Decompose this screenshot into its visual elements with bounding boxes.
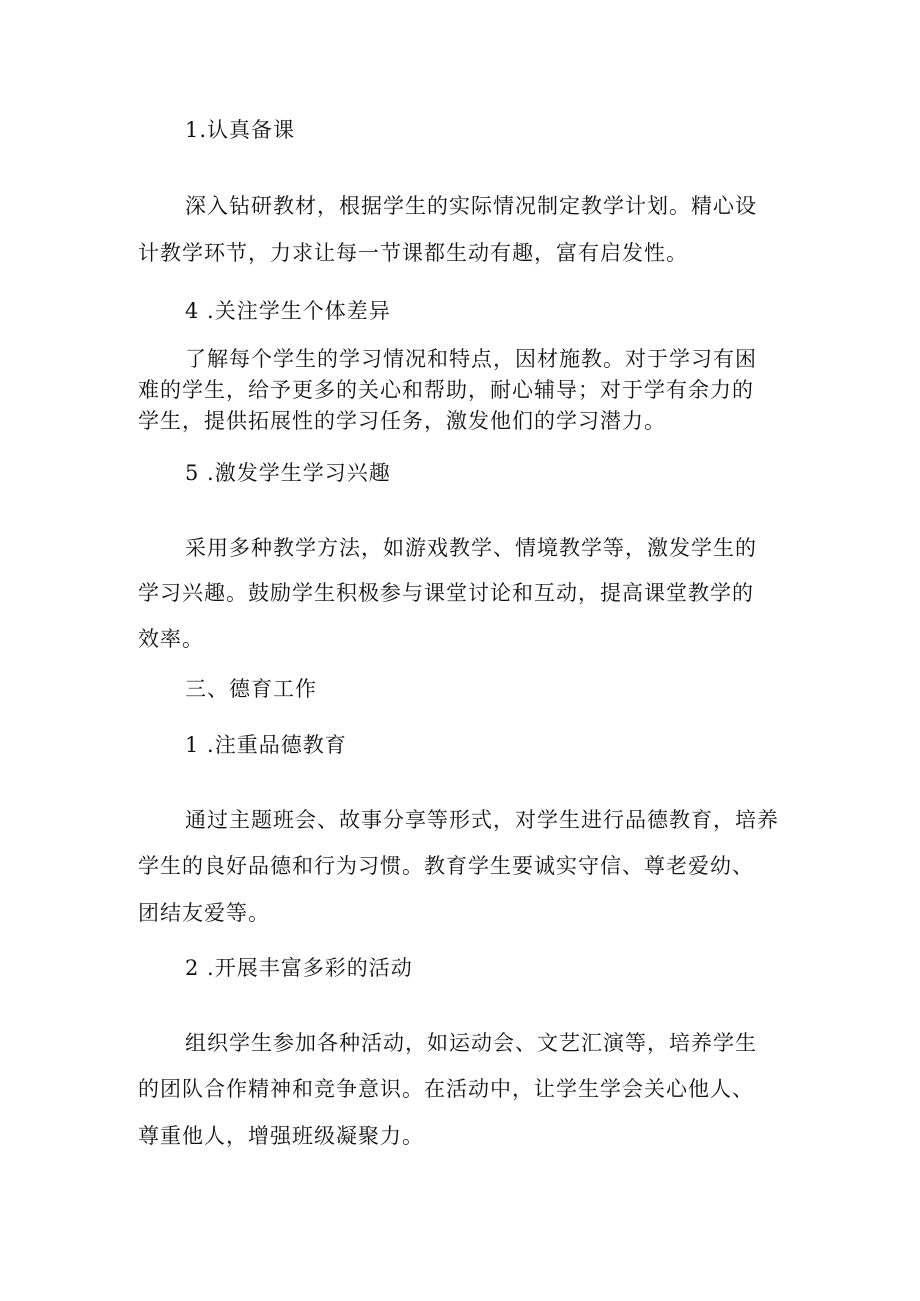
paragraph-line: 团结友爱等。	[138, 901, 270, 925]
paragraph-line: 采用多种教学方法，如游戏教学、情境教学等，激发学生的	[185, 536, 757, 560]
paragraph-line: 学生，提供拓展性的学习任务，激发他们的学习潜力。	[138, 409, 666, 433]
section-heading-1: 1.认真备课	[185, 118, 296, 142]
paragraph-line: 计教学环节，力求让每一节课都生动有趣，富有启发性。	[138, 241, 688, 265]
subsection-heading-1: 1 .注重品德教育	[185, 733, 347, 757]
paragraph-line: 效率。	[138, 627, 204, 651]
paragraph-line: 的团队合作精神和竞争意识。在活动中，让学生学会关心他人、	[138, 1077, 754, 1101]
paragraph-line: 通过主题班会、故事分享等形式，对学生进行品德教育，培养	[185, 808, 779, 832]
subsection-heading-2: 2 .开展丰富多彩的活动	[185, 956, 413, 980]
paragraph-line: 学习兴趣。鼓励学生积极参与课堂讨论和互动，提高课堂教学的	[138, 581, 754, 605]
paragraph-line: 尊重他人，增强班级凝聚力。	[138, 1124, 424, 1148]
paragraph-line: 学生的良好品德和行为习惯。教育学生要诚实守信、尊老爱幼、	[138, 854, 754, 878]
paragraph-line: 难的学生，给予更多的关心和帮助，耐心辅导；对于学有余力的	[138, 378, 754, 402]
paragraph-line: 深入钻研教材，根据学生的实际情况制定教学计划。精心设	[185, 194, 757, 218]
paragraph-line: 了解每个学生的学习情况和特点，因材施教。对于学习有困	[185, 347, 757, 371]
section-heading-4: 4 .关注学生个体差异	[185, 299, 391, 323]
part-heading-moral-education: 三、德育工作	[185, 677, 317, 701]
section-heading-5: 5 .激发学生学习兴趣	[185, 461, 391, 485]
paragraph-line: 组织学生参加各种活动，如运动会、文艺汇演等，培养学生	[185, 1031, 757, 1055]
